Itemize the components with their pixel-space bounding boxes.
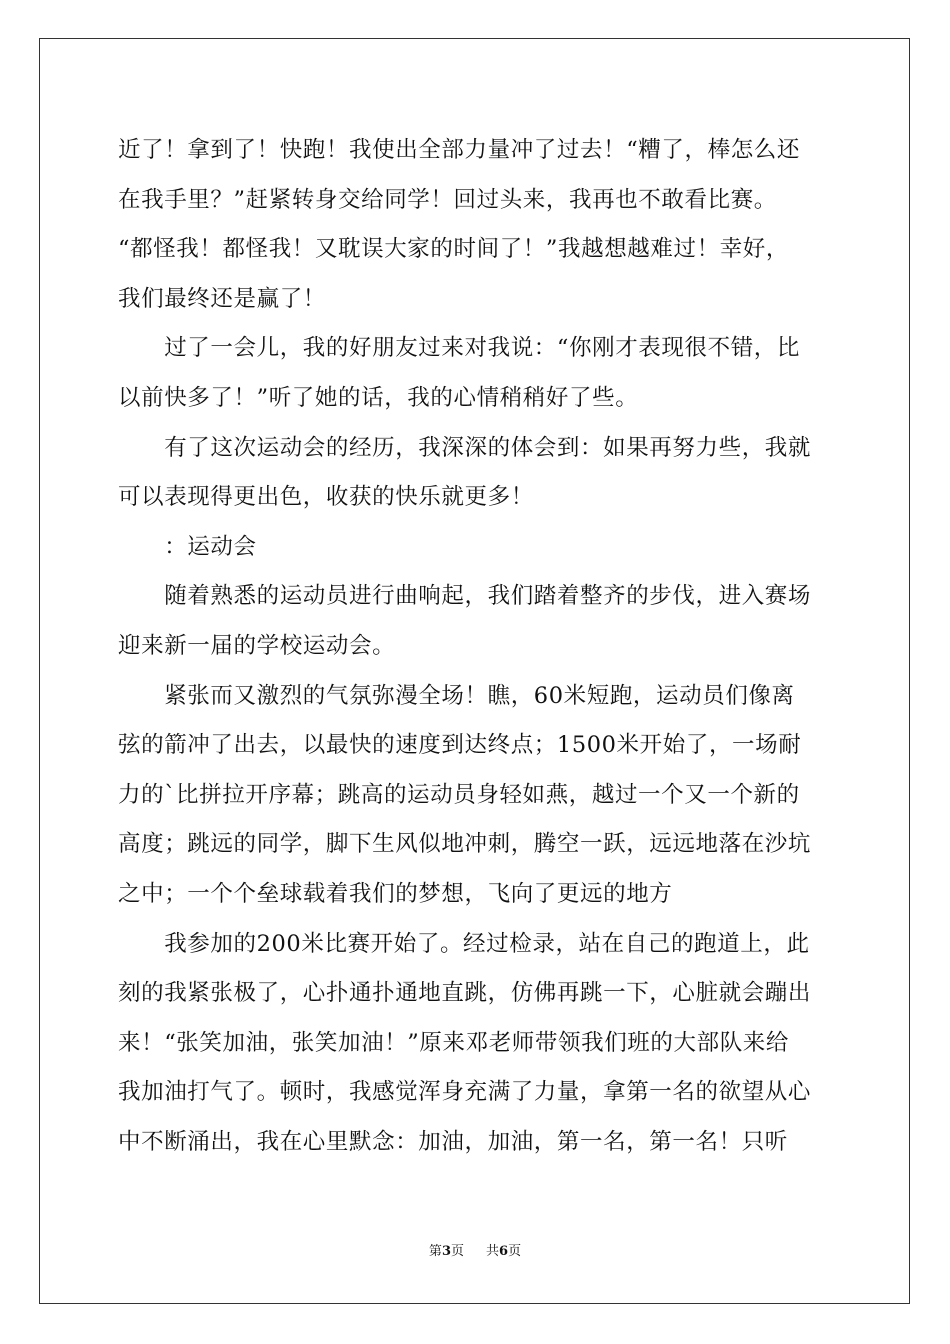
text-line: 之中；一个个垒球载着我们的梦想，飞向了更远的地方	[118, 880, 673, 907]
text-line: 过了一会儿，我的好朋友过来对我说：“你刚才表现很不错，比	[118, 335, 801, 362]
text-line: 力的`比拼拉开序幕；跳高的运动员身轻如燕，越过一个又一个新的	[118, 781, 800, 808]
page-total: 6	[499, 1244, 509, 1259]
document-body	[118, 126, 834, 1167]
text-line: 随着熟悉的运动员进行曲响起，我们踏着整齐的步伐，进入赛场	[118, 583, 812, 610]
text-line: 来！“张笑加油，张笑加油！”原来邓老师带领我们班的大部队来给	[118, 1029, 790, 1056]
text-line: 以前快多了！”听了她的话，我的心情稍稍好了些。	[118, 384, 639, 411]
text-line: 高度；跳远的同学，脚下生风似地冲刺，腾空一跃，远远地落在沙坑	[118, 831, 812, 858]
text-line: 中不断涌出，我在心里默念：加油，加油，第一名，第一名！只听	[118, 1128, 788, 1155]
page-current: 3	[441, 1244, 451, 1259]
text-line: 可以表现得更出色，收获的快乐就更多！	[118, 484, 534, 511]
text-line: 紧张而又激烈的气氛弥漫全场！瞧，60米短跑，运动员们像离	[118, 682, 795, 709]
page-prefix: 第	[428, 1244, 442, 1259]
text-line: 在我手里？”赶紧转身交给同学！回过头来，我再也不敢看比赛。	[118, 186, 777, 213]
text-line: 我参加的200米比赛开始了。经过检录，站在自己的跑道上，此	[118, 930, 810, 957]
total-unit: 页	[508, 1244, 522, 1259]
text-line: 有了这次运动会的经历，我深深的体会到：如果再努力些，我就	[118, 434, 812, 461]
page-unit: 页	[450, 1244, 464, 1259]
text-line: “都怪我！都怪我！又耽误大家的时间了！”我越想越难过！幸好，	[118, 236, 790, 263]
text-line: 我们最终还是赢了！	[118, 285, 326, 312]
text-line: 我加油打气了。顿时，我感觉浑身充满了力量，拿第一名的欲望从心	[118, 1079, 812, 1106]
page-footer	[0, 1240, 950, 1259]
text-line: 近了！拿到了！快跑！我使出全部力量冲了过去！“糟了，棒怎么还	[118, 137, 801, 163]
total-prefix: 共	[486, 1244, 500, 1259]
text-line: 迎来新一届的学校运动会。	[118, 632, 396, 659]
text-line: 弦的箭冲了出去，以最快的速度到达终点；1500米开始了，一场耐	[118, 732, 802, 759]
section-heading: ：运动会	[118, 533, 257, 560]
text-line: 刻的我紧张极了，心扑通扑通地直跳，仿佛再跳一下，心脏就会蹦出	[118, 980, 812, 1007]
